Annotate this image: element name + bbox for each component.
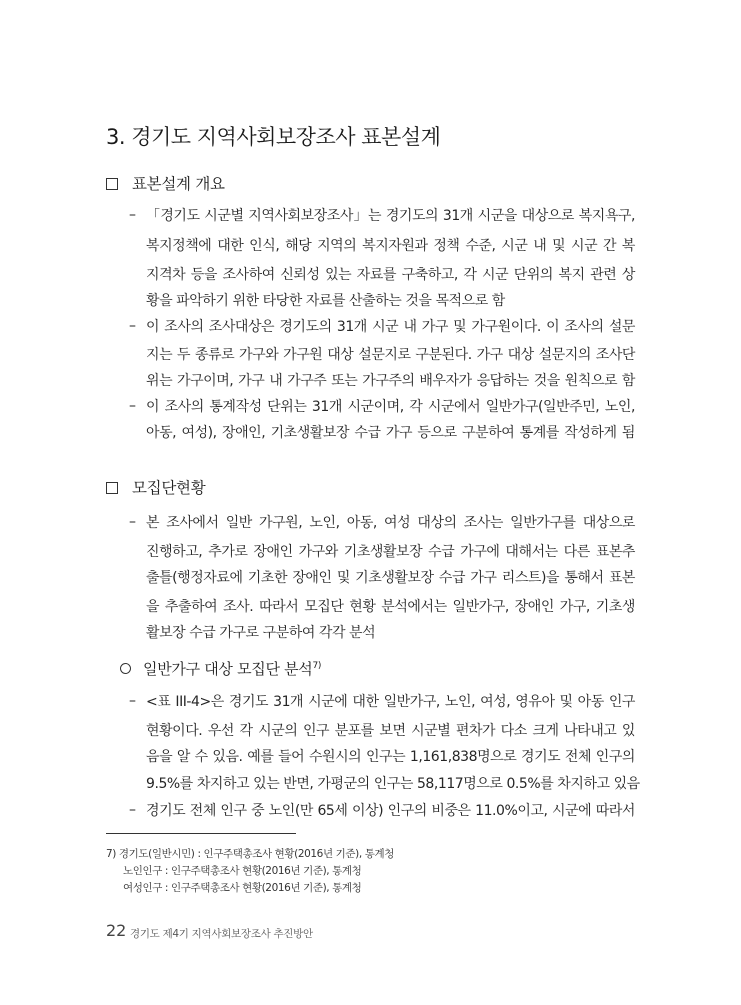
dash-bullet: – — [129, 693, 136, 709]
paragraph-line: 9.5%를 차지하고 있는 반면, 가평군의 인구는 58,117명으로 0.5%를 차지하고 있음 — [146, 776, 640, 792]
paragraph-line: 황을 파악하기 위한 타당한 자료를 산출하는 것을 목적으로 함 — [146, 293, 505, 309]
paragraph-line: <표 III-4>은 경기도 31개 시군에 대한 일반가구, 노인, 여성, 영유아 및 아동 인구 — [146, 694, 635, 710]
heading-household-analysis: 일반가구 대상 모집단 분석$^{7)}$ — [120, 658, 321, 679]
circle-bullet-icon — [120, 663, 131, 674]
paragraph-line: 지격차 등을 조사하여 신뢰성 있는 자료를 구축하고, 각 시군 단위의 복지 관련 상 — [146, 267, 635, 283]
paragraph-line: 이 조사의 조사대상은 경기도의 31개 시군 내 가구 및 가구원이다. 이 조사의 설문 — [146, 319, 635, 335]
paragraph-line: 을 추출하여 조사. 따라서 모집단 현황 분석에서는 일반가구, 장애인 가구, 기초생 — [146, 599, 635, 615]
footnote-line: 여성인구 : 인구주택총조사 현황(2016년 기준), 통계청 — [123, 882, 362, 894]
paragraph-line: 이 조사의 통계작성 단위는 31개 시군이며, 각 시군에서 일반가구(일반주민, 노인, — [146, 399, 635, 415]
dash-bullet: – — [129, 398, 136, 414]
dash-bullet: – — [129, 514, 136, 530]
dash-bullet: – — [129, 207, 136, 223]
square-bullet-icon — [106, 482, 118, 494]
paragraph-line: 복지정책에 대한 인식, 해당 지역의 복지자원과 정책 수준, 시군 내 및 시군 간 복 — [146, 238, 635, 254]
square-bullet-icon — [106, 178, 118, 190]
section-title: 3. 경기도 지역사회보장조사 표본설계 — [106, 125, 441, 149]
paragraph-line: 아동, 여성), 장애인, 기초생활보장 수급 가구 등으로 구분하여 통계를 작성하게 됨 — [146, 425, 635, 441]
heading-population-status: 모집단현황 — [106, 476, 205, 498]
paragraph-line: 음을 알 수 있음. 예를 들어 수원시의 인구는 1,161,838명으로 경기도 전체 인구의 — [146, 749, 635, 765]
paragraph-line: 진행하고, 추가로 장애인 가구와 기초생활보장 수급 가구에 대해서는 다른 표본추 — [146, 544, 635, 560]
paragraph-line: 활보장 수급 가구로 구분하여 각각 분석 — [146, 625, 376, 641]
paragraph-line: 경기도 전체 인구 중 노인(만 65세 이상) 인구의 비중은 11.0%이고, 시군에 따라서 — [146, 803, 635, 819]
paragraph-line: 현황이다. 우선 각 시군의 인구 분포를 보면 시군별 편차가 다소 크게 나타내고 있 — [146, 723, 635, 739]
footnote-divider — [106, 833, 296, 834]
footnote-line: 7) 경기도(일반시민) : 인구주택총조사 현황(2016년 기준), 통계청 — [106, 848, 394, 860]
dash-bullet: – — [129, 802, 136, 818]
paragraph-line: 본 조사에서 일반 가구원, 노인, 아동, 여성 대상의 조사는 일반가구를 대상으로 — [146, 515, 635, 531]
page-number: 22 — [106, 921, 127, 940]
dash-bullet: – — [129, 318, 136, 334]
paragraph-line: 지는 두 종류로 가구와 가구원 대상 설문지로 구분된다. 가구 대상 설문지의 조사단 — [146, 347, 635, 363]
paragraph-line: 위는 가구이며, 가구 내 가구주 또는 가구주의 배우자가 응답하는 것을 원칙으로 함 — [146, 373, 635, 389]
paragraph-line: 출틀(행정자료에 기초한 장애인 및 기초생활보장 수급 가구 리스트)을 통해서 표본 — [146, 570, 635, 586]
heading-sampling-overview: 표본설계 개요 — [106, 172, 225, 194]
paragraph-line: 「경기도 시군별 지역사회보장조사」는 경기도의 31개 시군을 대상으로 복지욕구, — [146, 208, 635, 224]
running-footer: 경기도 제4기 지역사회보장조사 추진방안 — [130, 928, 313, 940]
footnote-line: 노인인구 : 인구주택총조사 현황(2016년 기준), 통계청 — [123, 865, 362, 877]
